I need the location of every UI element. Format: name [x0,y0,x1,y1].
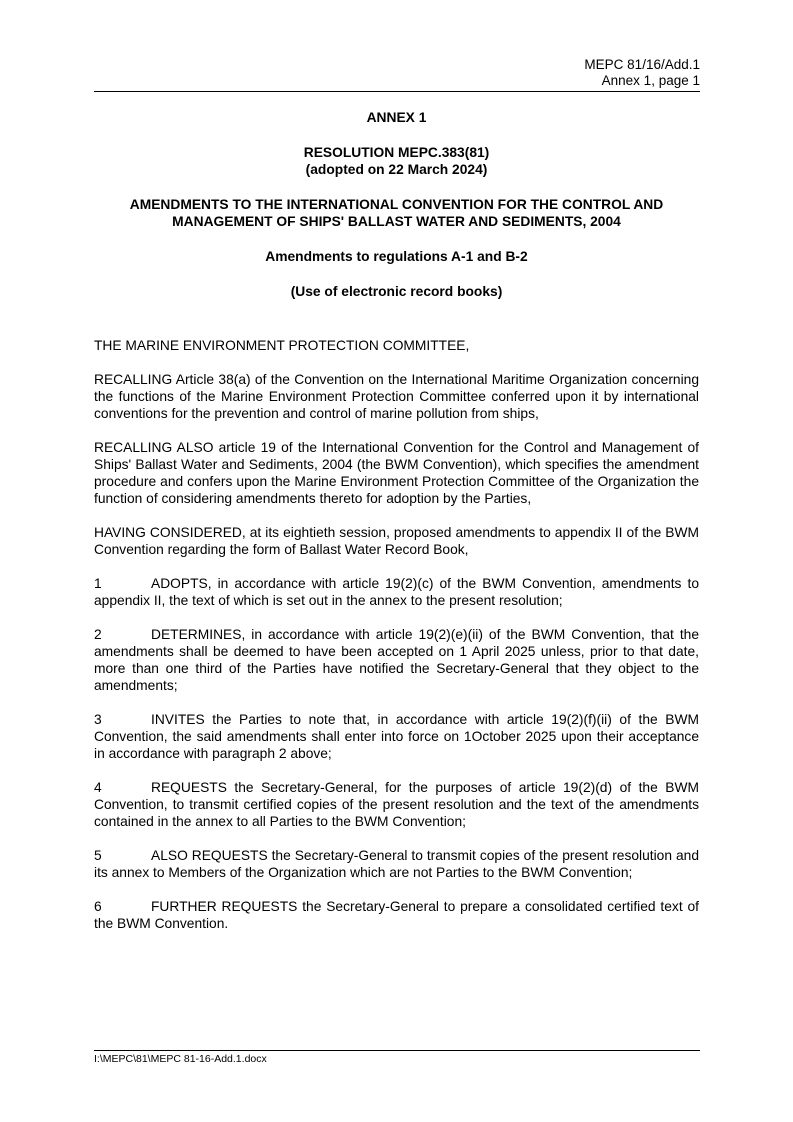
paragraph-text: ADOPTS, in accordance with article 19(2)(c) of the BWM Convention, amendments to appendix II, the text of which is set out in the annex to the present resolution; [94,576,699,608]
amendments-heading-line-1: AMENDMENTS TO THE INTERNATIONAL CONVENTION FOR THE CONTROL AND [129,197,664,212]
paragraph-text: DETERMINES, in accordance with article 19(2)(e)(ii) of the BWM Convention, that the amendments shall be deemed to have been accepted on 1 April 2025 unless, prior to that date, more than one third of the Parties have notified the Secretary-General that they object to the amendments; [94,627,699,693]
operative-paragraph-2 [94,626,699,694]
use-subtitle: (Use of electronic record books) [290,284,503,299]
amendments-heading [94,196,699,230]
operative-paragraph-3 [94,711,699,762]
header-divider [94,91,700,92]
operative-paragraph-1 [94,575,699,609]
preamble-having-considered: HAVING CONSIDERED, at its eightieth session, proposed amendments to appendix II of the BWM Convention regarding the form of Ballast Water Record Book, [94,525,699,557]
resolution-number: RESOLUTION MEPC.383(81) [303,145,490,160]
paragraph-text: FURTHER REQUESTS the Secretary-General to prepare a consolidated certified text of the BWM Convention. [94,899,699,931]
adoption-date: (adopted on 22 March 2024) [305,162,488,177]
paragraph-number: 2 [94,627,102,642]
paragraph-number: 4 [94,780,102,795]
paragraph-text: INVITES the Parties to note that, in accordance with article 19(2)(f)(ii) of the BWM Convention, the said amendments shall enter into force on 1October 2025 upon their acceptance in accordance with paragraph 2 above; [94,712,699,761]
paragraph-number: 3 [94,712,102,727]
preamble-recalling: RECALLING Article 38(a) of the Convention on the International Maritime Organization concerning the functions of the Marine Environment Protection Committee conferred upon it by international conventions for the prevention and control of marine pollution from ships, [94,372,699,421]
paragraph-number: 1 [94,576,102,591]
footer-file-path: I:\MEPC\81\MEPC 81-16-Add.1.docx [94,1053,267,1065]
operative-paragraph-4 [94,779,699,830]
operative-paragraph-6 [94,898,699,932]
resolution-heading [94,144,699,178]
operative-paragraph-5 [94,847,699,881]
paragraph-text: REQUESTS the Secretary-General, for the purposes of article 19(2)(d) of the BWM Convention, to transmit certified copies of the present resolution and the text of the amendments contained in the annex to all Parties to the BWM Convention; [94,780,699,829]
document-symbol: MEPC 81/16/Add.1 [584,57,700,72]
amendments-heading-line-2: MANAGEMENT OF SHIPS' BALLAST WATER AND SEDIMENTS, 2004 [172,214,621,229]
page-reference: Annex 1, page 1 [601,73,700,88]
paragraph-text: ALSO REQUESTS the Secretary-General to transmit copies of the present resolution and its annex to Members of the Organization which are not Parties to the BWM Convention; [94,848,699,880]
amendments-subtitle: Amendments to regulations A-1 and B-2 [265,249,528,264]
document-body [94,109,699,949]
preamble-recalling-also: RECALLING ALSO article 19 of the International Convention for the Control and Management of Ships' Ballast Water and Sediments, 2004 (the BWM Convention), which specifies the amendment procedure and confers upon the Marine Environment Protection Committee of the Organization the function of considering amendments thereto for adoption by the Parties, [94,440,699,506]
page-header [94,57,700,89]
committee-line: THE MARINE ENVIRONMENT PROTECTION COMMITTEE, [94,338,470,353]
footer-divider [94,1050,700,1051]
paragraph-number: 5 [94,848,102,863]
paragraph-number: 6 [94,899,102,914]
annex-title: ANNEX 1 [366,110,427,125]
